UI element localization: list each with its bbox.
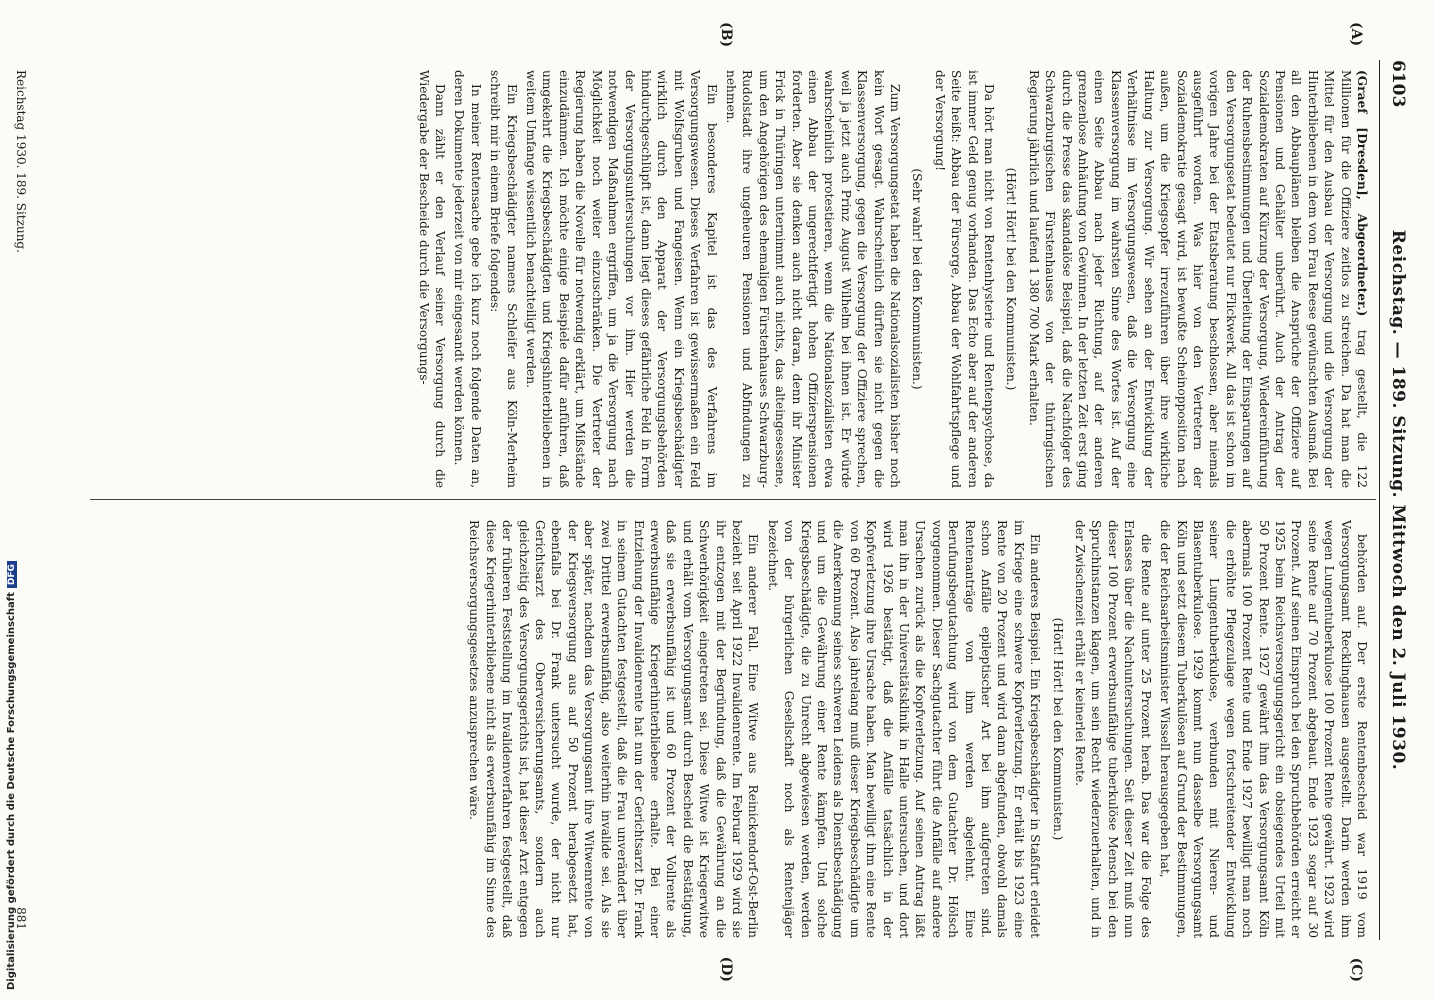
interjection: (Hört! Hört! bei den Kommunisten.) <box>1004 167 1019 391</box>
digitization-credit <box>6 564 24 990</box>
dfg-logo: DFG <box>7 561 17 588</box>
paragraph: Ein anderer Fall. Eine Witwe aus Reinickendorf-Ost-Berlin bezieht seit April 1922 Invalidenrente. Im Februar 1929 wird sie ihr entzogen mit der Begründung, daß die Gewährung an die Schwerhörigkeit eingetreten sei. Diese Witwe ist Kriegerwitwe und erhält vom Versorgungsamt durch Bescheid die Bestätigung, daß sie erwerbsunfähig ist und 60 Prozent der Vollrente als erwerbsunfähige Kriegerhinterbliebene erhalte. Bei einer Entziehung der Invalidenrente hat nun der Gerichtsarzt Dr. Frank in seinem Gutachten festgestellt, daß die Frau unverändert über zwei Drittel erwerbsunfähig, also weiterhin invalide sei. Als sie aber später, nachdem das Versorgungsamt ihre Witwenrente von der Kriegsversorgung aus auf 50 Prozent herabgesetzt hat, ebenfalls bei Dr. Frank untersucht wurde, der nicht nur Gerichtsarzt des Oberversicherungsamts, sondern auch gleichzeitig des Versorgungsgerichts ist, hat dieser Arzt entgegen der früheren Feststellung im Invalidenverfahren festgestellt, daß diese Kriegerhinterbliebene nicht als erwerbsunfähig im Sinne des Reichsversorgungsgesetzes anzusprechen wäre. <box>467 520 761 938</box>
margin-mark-d: (D) <box>718 956 734 982</box>
paragraph: Ein Kriegsbeschädigter namens Schleifer aus Köln-Merheim schreibt mir in einem Briefe folgendes: <box>488 70 519 488</box>
paragraph: Dann zählt er den Verlauf seiner Versorgung durch die Wiedergabe der Bescheide durch die Versorgungs- <box>416 70 448 488</box>
header-rule <box>1379 60 1380 940</box>
paragraph: die Rente auf unter 25 Prozent herab. Das war die Folge des Erlasses über die Nachuntersuchungen. Seit dieser Zeit muß nun dieser 100 Prozent erwerbsunfähige tuberkulöse Mensch bei den Spruchinstanzen klagen, um sein Recht wiederzuerhalten, und in der Zwischenzeit erhält er keinerlei Rente. <box>1073 520 1153 938</box>
paragraph: Ein anderes Beispiel. Ein Kriegsbeschädigter in Staßfurt erleidet im Kriege eine schwere Kopfverletzung. Er erhält bis 1923 eine Rente von 20 Prozent und wird dann abgefunden, obwohl damals schon Anfälle epileptischer Art bei ihm aufgetreten sind. Rentenanträge von ihm werden abgelehnt. Eine Berufungsbegutachtung wird von dem Gutachter Dr. Hölsch vorgenommen. Dieser Sachgutachter führt die Anfälle auf andere Ursachen zurück als die Kopfverletzung. Auf seinen Antrag läßt man ihn in der Universitätsklinik in Halle untersuchen, und dort wird 1926 bestätigt, daß die Anfälle tatsächlich in der Kopfverletzung ihre Ursache haben. Man bewilligt ihm eine Rente von 60 Prozent. Also jahrelang muß dieser Kriegsbeschädigte um die Anerkennung seines schweren Leidens als Dienstbeschädigung und um die Gewährung einer Rente kämpfen. Und solche Kriegsbeschädigte, die zu Unrecht abgewiesen werden, werden von der bürgerlichen Gesellschaft noch als Rentenjäger bezeichnet. <box>765 520 1043 938</box>
paragraph: behörden auf. Der erste Rentenbescheid war 1919 vom Versorgungsamt Recklinghausen ausgestellt. Darin werden ihm wegen Lungentuberkulose 100 Prozent Rente gewährt. 1923 wird seine Rente auf 70 Prozent abgebaut. Ende 1923 sogar auf 30 Prozent. Auf seinen Einspruch bei den Spruchbehörden erreicht er 1925 beim Reichsversorgungsgericht ein obsiegendes Urteil mit 50 Prozent Rente. 1927 gewährt ihm das Versorgungsamt Köln abermals 100 Prozent Rente und Ende 1927 bewilligt man noch die erhöhte Pflegezulage wegen fortschreitender Entwicklung seiner Lungentuberkulose, verbunden mit Nieren- und Blasentuberkulose. 1929 kommt nun dasselbe Versorgungsamt Köln und setzt diesem Tuberkulösen auf Grund der Bestimmungen, die der Reichsarbeitsminister Wissell herausgegeben hat, <box>1158 520 1369 938</box>
column-divider <box>90 499 1376 500</box>
page-title: Reichstag. — 189. Sitzung. Mittwoch den 2. Juli 1930. <box>1388 229 1408 771</box>
footer-page-number: 881 <box>14 907 28 930</box>
interjection: (Sehr wahr! bei den Kommunisten.) <box>910 168 925 390</box>
margin-mark-a: (A) <box>1348 22 1364 47</box>
interjection: (Hört! Hört! bei den Kommunisten.) <box>1050 617 1065 841</box>
footer-session: Reichstag 1930. 189. Sitzung. <box>14 70 28 253</box>
paragraph: Zum Versorgungsetat haben die Nationalsozialisten bisher noch kein Wort gesagt. Wahrscheinlich dürften sie nicht gegen die Klassenversorgung, gegen die Versorgung der Offiziere sprechen, weil ja jetzt auch Prinz August Wilhelm bei ihnen ist. Er würde wahrscheinlich protestieren, wenn die Nationalsozialisten etwa einen Abbau der ungerechtfertigt hohen Offizierspensionen forderten. Aber sie denken auch nicht daran, denn ihr Minister Frick in Thüringen unternimmt auch nichts, das alteingesessene, um den Angehörigen des ehemaligen Fürstenhauses Schwarzburg-Rudolstadt ihre ungeheuren Pensionen und Abfindungen zu nehmen. <box>723 70 903 488</box>
paragraph: Ein besonderes Kapitel ist das des Verfahrens im Versorgungswesen. Dieses Verfahren ist gewissermaßen ein Feld mit Wolfsgruben und Fangeisen. Wenn ein Kriegsbeschädigter wirklich durch den Apparat der Versorgungsbehörden hindurchgeschlüpft ist, dann liegt dieses gefährliche Feld in Form der Versorgungsuntersuchungen vor ihm. Hier werden die notwendigen Maßnahmen ergriffen, um ja die Versorgung nach Möglichkeit noch weiter einzuschränken. Die Vertreter der Regierung haben die Novelle für notwendig erklärt, um Mißstände einzudämmen. Ich möchte einige Beispiele dafür anführen, daß umgekehrt die Kriegsbeschädigten und Kriegshinterbliebenen in weitem Umfange wissentlich benachteiligt werden. <box>524 70 719 488</box>
page-number: 6103 <box>1388 60 1408 108</box>
credit-text: Digitalisierung gefördert durch die Deutsche Forschungsgemeinschaft <box>6 592 17 990</box>
margin-mark-b: (B) <box>718 22 734 48</box>
page-header <box>1382 60 1412 940</box>
speaker-name: (Graef [Dresden], Abgeordneter.) <box>1355 70 1369 317</box>
paragraph <box>1025 70 1370 488</box>
right-column <box>463 520 1370 938</box>
paragraph: In meiner Rentensache gebe ich kurz noch folgende Daten an, deren Dokumente jederzeit von mir eingesandt werden können. <box>452 70 483 488</box>
paragraph-text: trag gestellt, die 122 Millionen für die Offiziere zeitlos zu streichen. Da hat man die Mittel für den Ausbau der Versorgung und die Versorgung der Hinterbliebenen in dem von Frau Reese gewünschten Ausmaß. Bei all den Abbauplänen bleiben die Ansprüche der Offiziere auf Pensionen und Gehälter unberührt. Auch der Antrag der Sozialdemokraten auf Kürzung der Versorgung, Wiedereinführung der Ruhensbestimmungen und Überleitung der Einsparungen auf den Versorgungsetat bedeutet nur Flickwerk. All das ist schon im vorigen Jahre bei der Etatsberatung beschlossen, aber niemals ausgeführt worden. Was hier von den Vertretern der Sozialdemokratie gesagt wird, ist bewußte Scheinopposition nach außen, um die Kriegsopfer irrezuführen über ihre wirkliche Haltung zur Versorgung. Wir sehen an der Entwicklung der Verhältnisse im Versorgungswesen, daß die Versorgung eine Klassenversorgung im wahrsten Sinne des Wortes ist. Auf der einen Seite Abbau nach jeder Richtung, auf der anderen grenzenlose Anhäufung von Gewinnen. In der letzten Zeit erst ging durch die Presse das skandalöse Beispiel, daß die Nachfolger des Schwarzburgischen Fürstenhauses von der thüringischen Regierung jährlich und laufend 1 380 700 Mark erhalten. <box>1026 70 1369 488</box>
left-column <box>412 70 1370 488</box>
margin-mark-c: (C) <box>1348 957 1364 982</box>
paragraph: Da hört man nicht von Rentenhysterie und Rentenpsychose, da ist immer Geld genug vorhanden. Das Echo aber auf der anderen Seite heißt: Abbau der Fürsorge, Abbau der Wohlfahrtspflege und der Versorgung! <box>932 70 997 488</box>
